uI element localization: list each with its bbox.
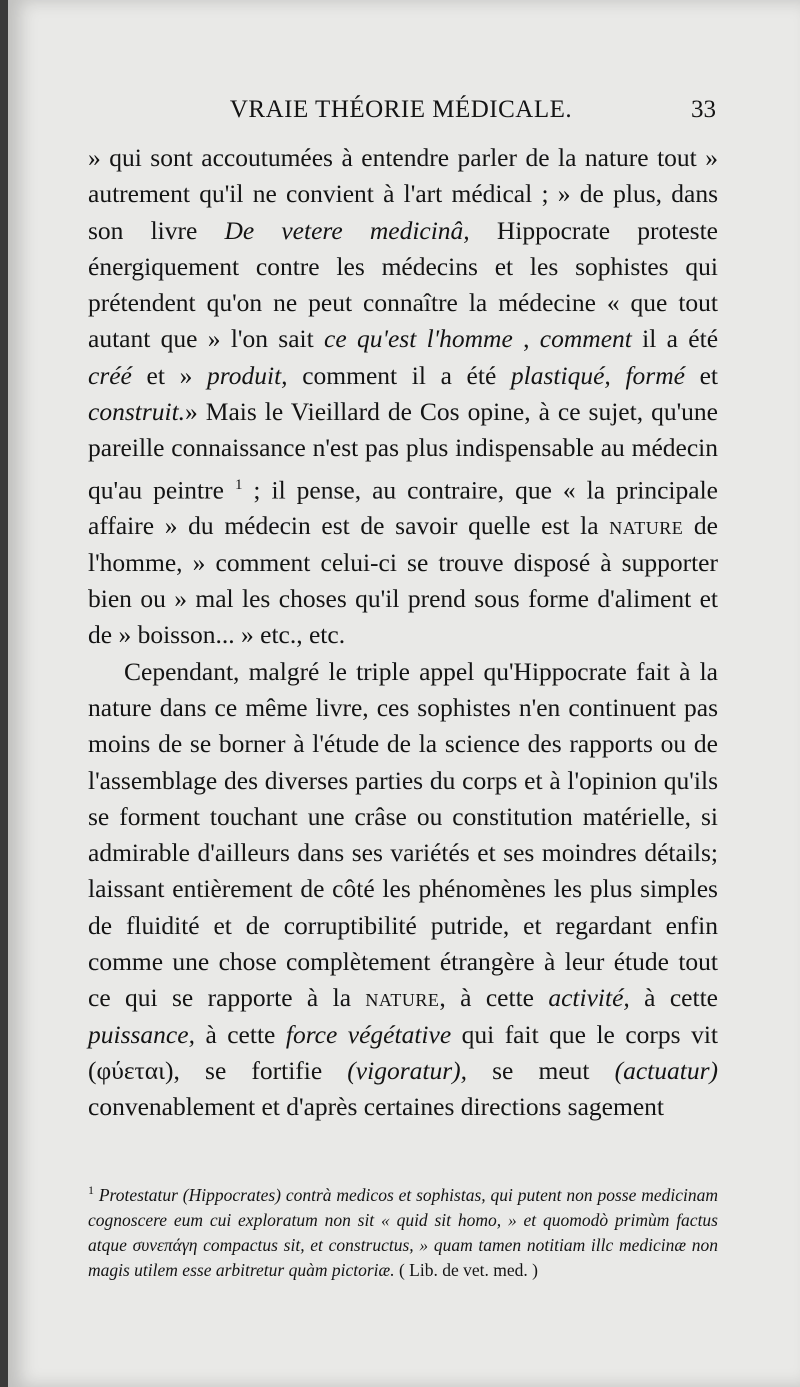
footnote-number: 1 bbox=[88, 1183, 94, 1197]
paragraph-1: » qui sont accoutumées à entendre parler de la nature tout » autrement qu'il ne convient à l'art médical ; » de plus, dans son livre De vetere medicinâ, Hippocrate proteste énergiquement contre les médecins et les sophistes qui prétendent qu'on ne peut connaître la médecine « que tout autant que » l'on sait ce qu'est l'homme , comment il a été créé et » produit, comment il a été plastiqué, formé et construit.» Mais le Vieillard de Cos opine, à ce sujet, qu'une pareille connaissance n'est pas plus indispensable au médecin qu'au peintre $^1$ ; il pense, au contraire, que « la principale affaire » du médecin est de savoir quelle est la nature de l'homme, » comment celui-ci se trouve disposé à supporter bien ou » mal les choses qu'il prend sous forme d'aliment et de » boisson... » etc., etc. bbox=[88, 143, 719, 650]
greek-word: φύεται bbox=[96, 1055, 166, 1085]
small-caps-nature: nature bbox=[609, 511, 684, 541]
greek-word: συνεπάγη bbox=[132, 1234, 198, 1255]
paragraph-2: Cependant, malgré le triple appel qu'Hippocrate fait à la nature dans ce même livre, ces sophistes n'en continuent pas moins de se borner à l'étude de la science des rapports ou de l'assemblage des diverses parties du corps et à l'opinion qu'ils se forment touchant une crâse ou constitution matérielle, si admirable d'ailleurs dans ses variétés et ses moindres détails; laissant entièrement de côté les phénomènes les plus simples de fluidité et de corruptibilité putride, et regardant enfin comme une chose complètement étrangère à leur étude tout ce qui se rapporte à la nature, à cette activité, à cette puissance, à cette force végétative qui fait que le corps vit (φύεται), se fortifie (vigoratur), se meut (actuatur) convenablement et d'après certaines directions sagement bbox=[88, 656, 718, 1122]
page-header bbox=[86, 92, 716, 132]
small-caps-nature: nature bbox=[365, 983, 440, 1013]
running-title: VRAIE THÉORIE MÉDICALE. bbox=[229, 96, 573, 123]
italic-title: De vetere medicinâ, bbox=[224, 215, 470, 245]
body-text bbox=[88, 140, 718, 1126]
footnote: $^1$ Protestatur (Hippocrates) contrà medicos et sophistas, qui putent non posse medicinam cognoscere eum cui exploratum non sit « quid sit homo, » et quomodò primùm factus atque συνεπάγη compactus sit, et constructus, » quam tamen notitiam illc medicinæ non magis utilem esse arbitretur quàm pictoriæ. ( Lib. de vet. med. ) bbox=[88, 1183, 718, 1280]
footnote-reference: 1 bbox=[234, 476, 243, 493]
book-page bbox=[8, 0, 800, 1387]
page-number: 33 bbox=[691, 96, 716, 123]
